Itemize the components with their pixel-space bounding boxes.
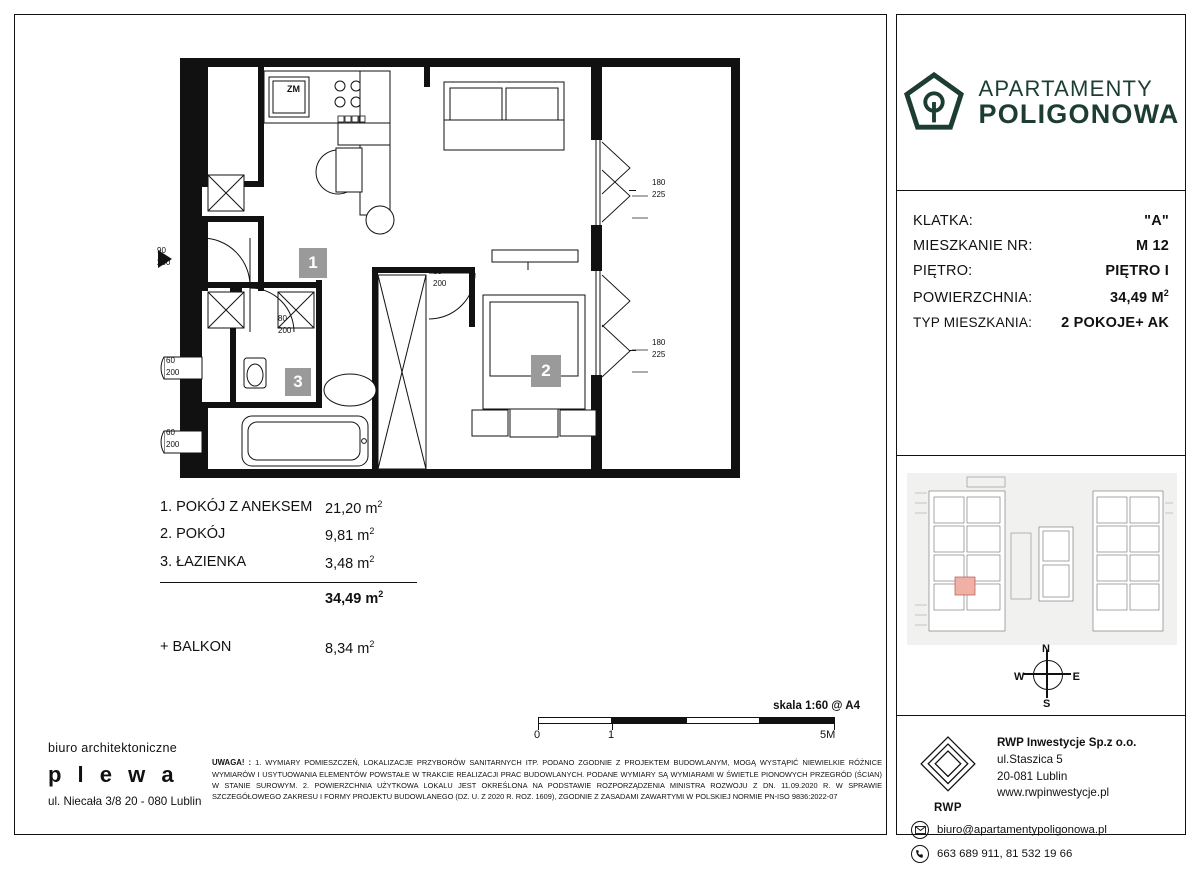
scale-seg <box>686 717 760 724</box>
contact-email-row[interactable] <box>911 821 1173 839</box>
brand-line2: POLIGONOWA <box>978 98 1180 129</box>
dimension-window-left1-top: 60 <box>166 356 175 365</box>
dimension-window-left1-bottom: 200 <box>166 368 180 377</box>
legend-total-value: 34,49 $m^2$ <box>325 588 384 607</box>
divider <box>897 715 1185 716</box>
dimension-window-left2-bottom: 200 <box>166 440 180 449</box>
dimension-room2-bottom: 200 <box>433 279 447 288</box>
legend-room-label: 3. ŁAZIENKA <box>160 553 247 570</box>
legend-room-area: 21,20 $m^2$ <box>325 499 383 517</box>
compass-east-label: E <box>1072 671 1080 683</box>
room-number-3: 3 <box>285 368 311 396</box>
dimension-window-a-bottom: 225 <box>652 190 666 199</box>
scale-seg <box>612 717 686 724</box>
contact-email[interactable]: biuro@apartamentypoligonowa.pl <box>937 824 1107 836</box>
dimension-window-b-bottom: 225 <box>652 350 666 359</box>
rwp-diamond-icon <box>915 733 981 795</box>
compass-ring <box>1033 660 1063 690</box>
legend-room-area: 9,81 $m^2$ <box>325 526 375 545</box>
dimension-bath-top: 80 <box>278 314 287 323</box>
scale-bar-block <box>530 700 860 743</box>
scale-bar <box>530 717 860 727</box>
notes-text: 1. WYMIARY POMIESZCZEŃ, LOKALIZACJE PRZYBORÓW SANITARNYCH ITP. PODANO ZGODNIE Z PROJEKTEM BUDOWLANYM, MOGĄ WYSTĄPIĆ NIEWIELKIE RÓŻNICE WYMIARÓW I USYTUOWANIA ELEMENTÓW POWSTAŁE W TRAKCIE REALIZACJI PRAC BUDOWLANYCH. PODANE WYMIARY SĄ WYMIARAMI W ŚWIETLE PIONOWYCH PRZEGRÓD (ŚCIAN) W STANIE SUROWYM. 2. POWIERZCHNIA UŻYTKOWA LOKALU JEST OKREŚLONA NA PODSTAWIE ROZPORZĄDZENIA MINISTRA ROZWOJU Z DN. 11.09.2020 R. W SPRAWIE SZCZEGÓŁOWEGO ZAKRESU I FORMY PROJEKTU BUDOWLANEGO (DZ. U. Z 2020 R. ROZ. 1609), ZGODNIE Z ZASADAMI ZAWARTYMI W POLSKIEJ NORMIE PN-ISO 9836:2022-07 <box>212 758 883 801</box>
legend-room-label: 2. POKÓJ <box>160 526 226 543</box>
key-plan <box>907 473 1177 645</box>
legend-room-label: 1. POKÓJ Z ANEKSEM <box>160 499 313 515</box>
room-number-2: 2 <box>531 355 561 387</box>
brand-text <box>979 77 1180 129</box>
info-value: 34,49 $M^2$ <box>1109 288 1169 306</box>
scale-seg <box>760 717 834 724</box>
architect-block <box>48 740 201 809</box>
brand-line1: APARTAMENTY <box>978 75 1154 101</box>
divider <box>897 455 1185 456</box>
developer-name: RWP Inwestycje Sp.z o.o. <box>997 736 1137 749</box>
legend-row <box>160 555 417 571</box>
key-plan-svg <box>907 473 1177 645</box>
scale-label: skala 1:60 @ A4 <box>773 700 860 712</box>
architect-address: ul. Niecała 3/8 20 - 080 Lublin <box>48 794 202 808</box>
info-row-typ <box>913 315 1169 331</box>
developer-block <box>897 721 1185 814</box>
info-value: "A" <box>1144 213 1169 229</box>
info-panel <box>896 14 1186 860</box>
legend-balcony-label: + BALKON <box>160 639 232 656</box>
notes-block <box>212 757 882 802</box>
scale-tick-label: 1 <box>608 729 615 741</box>
info-value: 2 POKOJE+ AK <box>1061 314 1169 331</box>
rwp-logo <box>911 733 985 814</box>
apartment-info <box>897 193 1185 340</box>
house-tree-icon <box>903 72 965 134</box>
info-value: M 12 <box>1135 238 1169 254</box>
info-row-mieszkanie <box>913 238 1169 254</box>
info-row-pietro <box>913 263 1169 279</box>
legend-row <box>160 527 417 543</box>
brand-logo <box>897 15 1185 190</box>
dimension-room2-top: 80 <box>433 267 442 276</box>
developer-details <box>997 733 1136 814</box>
dimension-window-left2-top: 60 <box>166 428 175 437</box>
contact-block <box>911 821 1173 869</box>
plan-svg <box>20 20 856 490</box>
compass-rose <box>1014 643 1080 710</box>
contact-phone[interactable]: 663 689 911, 81 532 19 66 <box>937 848 1073 860</box>
info-key: POWIERZCHNIA: <box>913 289 1033 306</box>
legend-total <box>160 582 417 606</box>
divider <box>897 190 1185 191</box>
room-legend <box>160 500 417 657</box>
notes-title: UWAGA! : <box>212 758 252 767</box>
info-value: PIĘTRO I <box>1105 263 1169 279</box>
scale-seg <box>538 717 612 724</box>
info-key: TYP MIESZKANIA: <box>913 314 1033 330</box>
floor-plan-drawing <box>20 20 856 490</box>
dimension-entry-top: 90 <box>157 246 166 255</box>
compass-north-label: N <box>1042 643 1050 655</box>
dimension-window-a-top: 180 <box>652 178 666 187</box>
developer-website[interactable]: www.rwpinwestycje.pl <box>997 786 1110 800</box>
dim-tick <box>629 350 636 351</box>
scale-tick-label: 5M <box>820 729 836 741</box>
dishwasher-label: ZM <box>287 84 300 94</box>
dimension-entry-bottom: 200 <box>157 258 171 267</box>
dimension-window-b-top: 180 <box>652 338 666 347</box>
rwp-caption: RWP <box>933 802 963 814</box>
envelope-icon <box>911 821 929 839</box>
info-key: PIĘTRO: <box>913 263 973 279</box>
info-key: MIESZKANIE NR: <box>913 238 1033 254</box>
scale-numbers <box>530 729 860 743</box>
highlighted-unit <box>955 577 975 595</box>
developer-city: 20-081 Lublin <box>997 769 1068 783</box>
legend-balcony-row <box>160 640 417 656</box>
dimension-bath-bottom: 200 <box>278 326 292 335</box>
contact-phone-row[interactable] <box>911 845 1173 863</box>
info-key: KLATKA: <box>913 213 973 229</box>
architect-name: p l e w a <box>48 762 179 788</box>
phone-icon <box>911 845 929 863</box>
info-row-klatka <box>913 213 1169 229</box>
room-number-1: 1 <box>299 248 327 278</box>
developer-street: ul.Staszica 5 <box>997 752 1063 766</box>
dim-tick <box>629 190 636 191</box>
legend-room-area: 3,48 $m^2$ <box>325 553 375 572</box>
architect-line1: biuro architektoniczne <box>48 741 178 755</box>
legend-row <box>160 500 417 516</box>
scale-tick-label: 0 <box>534 729 541 741</box>
compass-west-label: W <box>1014 671 1025 683</box>
info-row-powierzchnia <box>913 288 1169 306</box>
legend-balcony-area: 8,34 $m^2$ <box>325 639 375 658</box>
compass-south-label: S <box>1043 698 1051 710</box>
